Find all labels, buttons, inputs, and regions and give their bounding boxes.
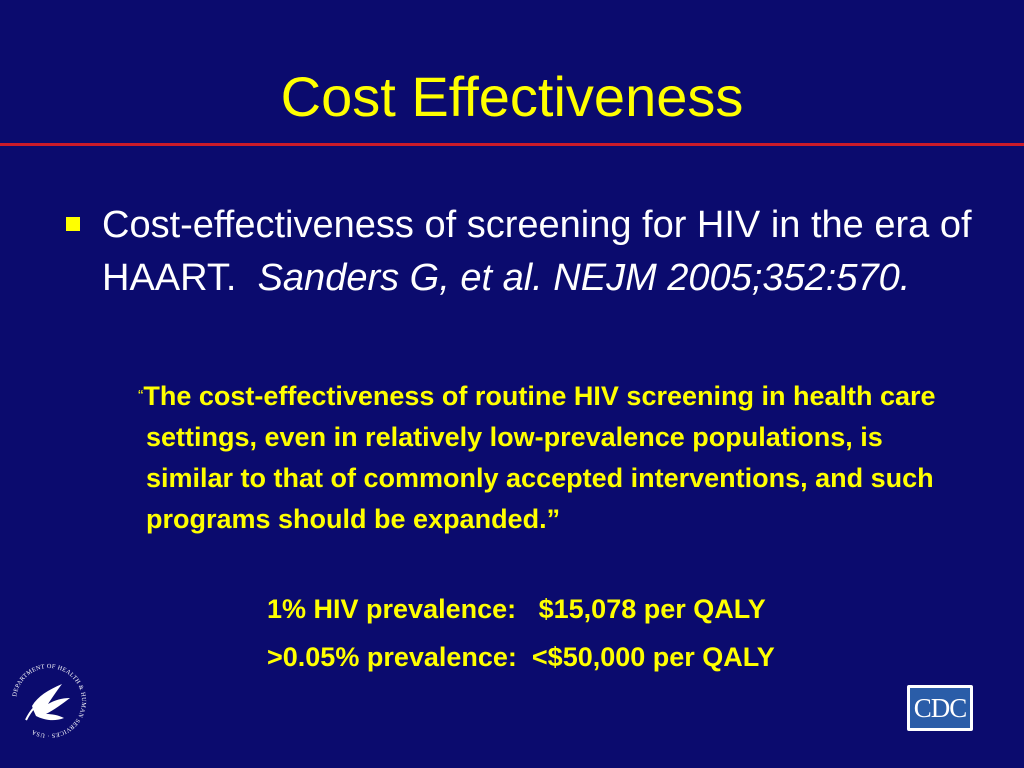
- bullet-square-icon: [66, 217, 80, 231]
- title-divider: [0, 143, 1024, 146]
- stat-line-1: 1% HIV prevalence: $15,078 per QALY: [267, 594, 766, 624]
- hhs-seal-text: DEPARTMENT OF HEALTH & HUMAN SERVICES · USA: [11, 662, 88, 740]
- bullet-citation: Sanders G, et al. NEJM 2005;352:570.: [257, 257, 911, 299]
- quote-text: The cost-effectiveness of routine HIV screening in health care settings, even in relatively low-prevalence populations, is similar to that of commonly accepted interventions, and such programs should be expanded.”: [143, 381, 936, 534]
- quote-open-mark: “: [138, 388, 144, 405]
- stat-line-2: >0.05% prevalence: <$50,000 per QALY: [267, 642, 775, 672]
- quote-block: [138, 376, 976, 540]
- cdc-logo-text: CDC: [910, 688, 970, 728]
- bullet-main-text: Cost-effectiveness of screening for HIV in the era of HAART.: [102, 204, 972, 299]
- hhs-seal-logo: [8, 660, 90, 742]
- slide-title: Cost Effectiveness: [280, 65, 744, 128]
- cdc-logo: [907, 685, 973, 731]
- bullet-text: [102, 199, 982, 305]
